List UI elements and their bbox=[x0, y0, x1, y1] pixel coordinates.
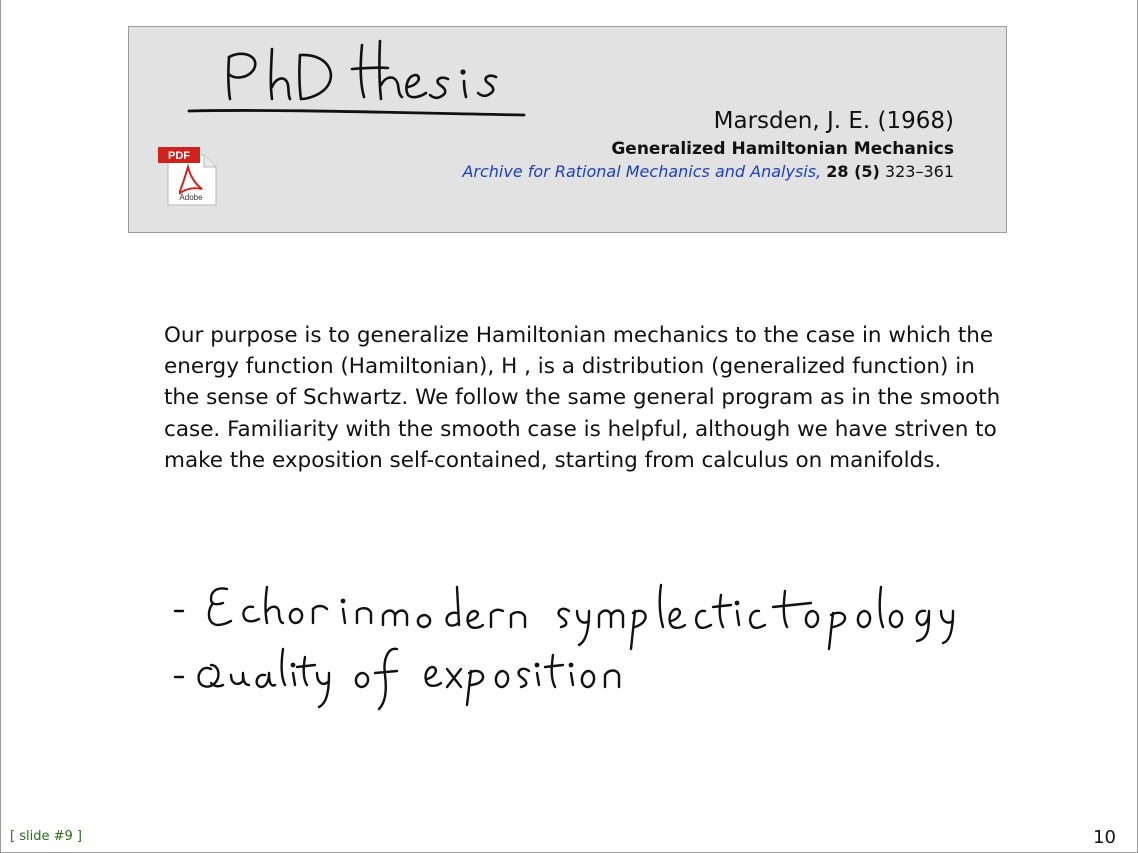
citation-journal-link[interactable]: Archive for Rational Mechanics and Analysis, bbox=[462, 162, 822, 181]
citation-author-year: Marsden, J. E. (1968) bbox=[713, 108, 954, 134]
page-number: 10 bbox=[1093, 827, 1116, 848]
reference-box bbox=[128, 26, 1007, 233]
handwritten-notes bbox=[165, 565, 965, 725]
citation-journal-line bbox=[462, 161, 954, 183]
pdf-file-icon[interactable] bbox=[158, 147, 220, 209]
abstract-paragraph: Our purpose is to generalize Hamiltonian mechanics to the case in which the energy function (Hamiltonian), H , is a distribution (generalized function) in the sense of Schwartz. We follow the same general program as in the smooth case. Familiarity with the smooth case is helpful, although we have striven to make the exposition self-contained, starting from calculus on manifolds. bbox=[164, 323, 1001, 473]
citation-pages: 323–361 bbox=[884, 162, 954, 181]
pdf-badge-label: PDF bbox=[168, 150, 190, 162]
citation-volume-issue: 28 (5) bbox=[826, 162, 880, 181]
citation bbox=[462, 107, 954, 183]
citation-title: Generalized Hamiltonian Mechanics bbox=[611, 139, 954, 159]
slide-reference: [ slide #9 ] bbox=[10, 829, 82, 844]
adobe-brand-label: Adobe bbox=[179, 193, 203, 202]
frame-left-border bbox=[0, 0, 1, 853]
